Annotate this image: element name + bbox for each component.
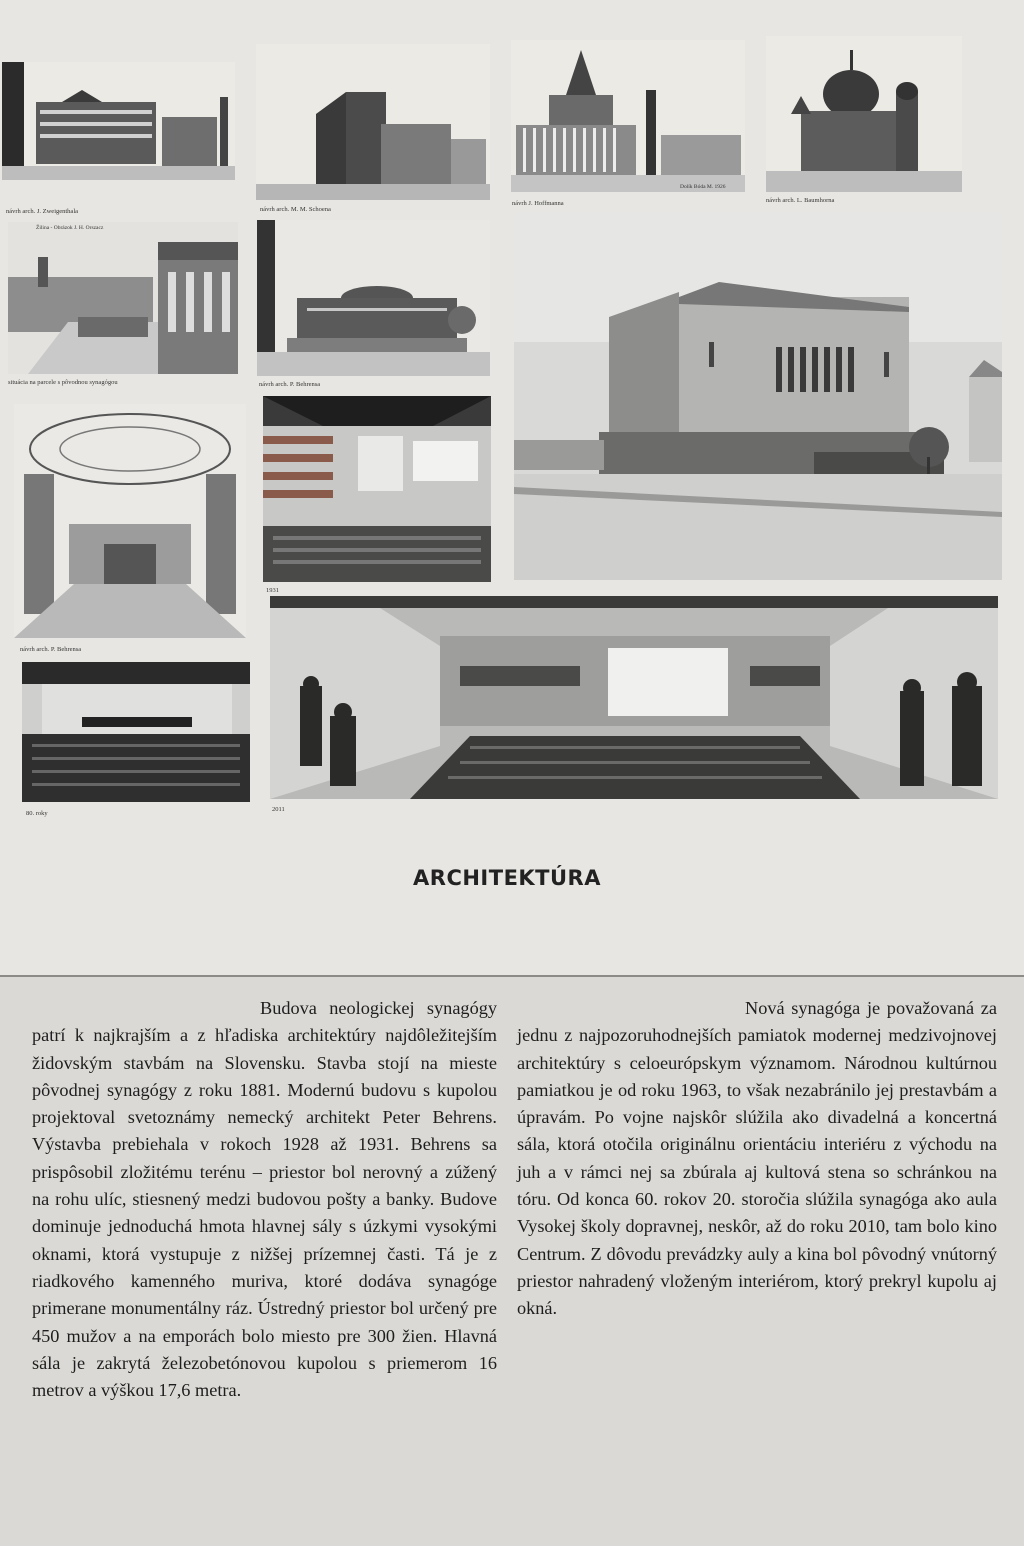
caption-hofmann: návrh J. Hoffmanna: [512, 200, 564, 207]
behrens-exterior-sketch: [257, 220, 490, 376]
zweigenthal-sketch: [2, 62, 235, 180]
text-column-right: Nová synagóga je považovaná za jednu z najpozoruhodnejších pamiatok modernej medzivojnovej architektúry s celoeurópskym významom. Národnou kultúrnou pamiatkou je od roku 1963, to však nezabránilo jej prestavbám a úpravám. Po vojne najskôr slúžila ako divadelná a koncertná sála, ktorá otočila originálnu orientáciu interiéru z východu na juh a v rámci nej sa zbúrala aj kultová stena so schránkou na tóru. Od konca 60. rokov 20. storočia slúžila synagóga ako aula Vysokej školy dopravnej, neskôr, až do roku 2010, tam bolo kino Centrum. Z dôvodu prevádzky auly a kina bol pôvodný vnútorný priestor nahradený vloženým interiérom, ktorý prekryl kupolu aj okná.: [517, 998, 997, 1319]
hall-1931-photo: [263, 396, 491, 582]
caption-cinema-2011: 2011: [272, 806, 285, 813]
caption-situation: situácia na parcele s pôvodnou synagógou: [8, 379, 118, 386]
situation-drawing: [8, 222, 238, 374]
page-title: ARCHITEKTÚRA: [413, 866, 601, 890]
caption-behrens-interior: návrh arch. P. Behrensa: [20, 646, 82, 653]
cinema-2011-photo: [270, 596, 998, 799]
schoen-sketch: [256, 44, 490, 200]
baumhorn-sketch: [766, 36, 962, 192]
caption-schoen: návrh arch. M. M. Schoena: [260, 206, 331, 213]
text-column-left: Budova neologickej synagógy patrí k najkrajším a z hľadiska architektúry najdôležitejším židovským stavbám na Slovensku. Stavba stojí na mieste pôvodnej synagógy z roku 1881. Modernú budovu s kupolou projektoval svetoznámy nemecký architekt Peter Behrens. Výstavba prebiehala v rokoch 1928 až 1931. Behrens sa prispôsobil zložitému terénu – priestor bol nerovný a zúžený na rohu ulíc, stiesnený medzi budovou pošty a banky. Budove dominuje jednoduchá hmota hlavnej sály s úzkymi vysokými oknami, ktorá vystupuje z nižšej prízemnej časti. Tá je z riadkového kamenného muriva, ktoré dodáva synagóge primerane monumentálny ráz. Ústredný priestor bol určený pre 450 mužov a na emporách bolo miesto pre 300 žien. Hlavná sála je zakrytá železobetónovou kupolou s priemerom 16 metrov a výškou 17,6 metra.: [32, 998, 497, 1401]
caption-hall-80s: 80. roky: [26, 810, 48, 817]
inner-caption-situation: Žilina - Obrázok J. H. Orszacz: [36, 225, 104, 231]
building-photo: [514, 212, 1002, 580]
hall-80s-photo: [22, 662, 250, 802]
inner-caption-hofmann: Dolík Bóda M. 1926: [680, 184, 726, 190]
caption-behrens-exterior: návrh arch. P. Behrensa: [259, 381, 321, 388]
behrens-interior-sketch: [14, 404, 246, 638]
caption-hall-1931: 1931: [266, 587, 279, 594]
hofmann-sketch: [511, 40, 745, 192]
caption-zweigenthal: návrh arch. J. Zweigenthala: [6, 208, 79, 215]
caption-baumhorn: návrh arch. L. Baumhorna: [766, 197, 835, 204]
